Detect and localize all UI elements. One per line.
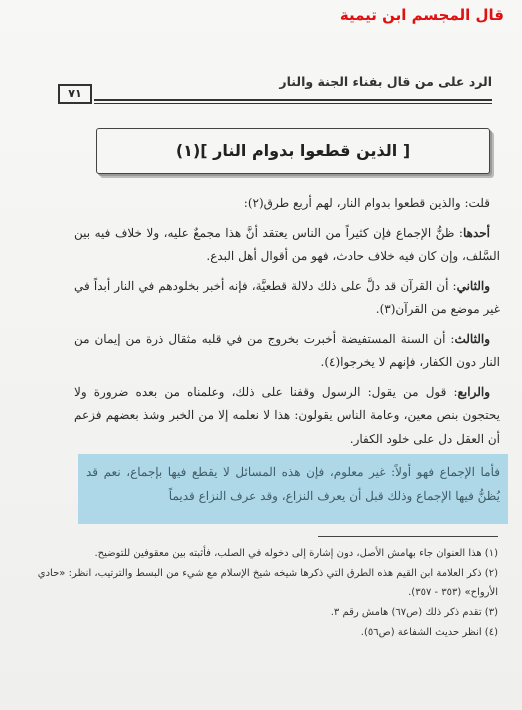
red-annotation: قال المجسم ابن تيمية	[339, 6, 504, 24]
paragraph-lead: أحدها	[462, 225, 490, 240]
footnote-item: (٤) انظر حديث الشفاعة (ص٥٦).	[360, 627, 498, 638]
paragraph-lead: والثاني	[456, 278, 490, 293]
header-title: الرد على من قال بفناء الجنة والنار	[279, 74, 492, 89]
paragraph-intro	[74, 192, 500, 216]
paragraph-text: قلت: والذين قطعوا بدوام النار، لهم أربع طرق(٢):	[243, 196, 490, 210]
page-number: ٧١	[58, 84, 92, 104]
header-rule-thin	[94, 103, 492, 104]
paragraph-text: : ظنُّ الإجماع فإن كثيراً من الناس يعتقد أنَّ هذا مجمعٌ عليه، ولا خلاف فيه بين السَّلف، وإن كان فيه خلاف حادث، فهو من أقوال أهل البدع.	[74, 225, 500, 263]
paragraph-text: : قول من يقول: الرسول وقفنا على ذلك، وعلمناه من بعده ضرورة ولا يحتجون بنص معين، وعامة الناس يقولون: هذا لا نعلمه إلا من الخبر وشذ بعضهم فزعم أن العقل دل على خلود الكفار.	[74, 384, 500, 446]
paragraph-second	[74, 275, 500, 322]
header-rule	[94, 99, 492, 101]
paragraph-third	[74, 328, 500, 375]
paragraph-text: : أن السنة المستفيضة أخبرت بخروج من في قلبه مثقال ذرة من إيمان من النار دون الكفار، فإنهم لا يخرجوا(٤).	[74, 331, 500, 369]
paragraph-lead: والرابع	[457, 384, 490, 399]
paragraph-first	[74, 222, 500, 269]
section-title: [ الذين قطعوا بدوام النار ](١)	[175, 141, 411, 160]
section-title-box	[96, 128, 490, 174]
paragraph-lead: والثالث	[454, 331, 490, 346]
paragraph-text: : أن القرآن قد دلَّ على ذلك دلالة قطعيَّة، فإنه أخبر بخلودهم في النار أبداً في غير موضع من القرآن(٣).	[74, 278, 500, 316]
running-header	[58, 64, 492, 104]
body-text	[74, 192, 500, 457]
footnote-divider	[318, 536, 498, 537]
footnote-item: (٢) ذكر العلامة ابن القيم هذه الطرق التي ذكرها شيخه شيخ الإسلام مع شيء من البسط والترتيب، انظر: «حادي الأرواح» (٣٥٣ - ٣٥٧).	[37, 568, 498, 598]
footnotes	[34, 544, 498, 643]
footnote-item: (٣) تقدم ذكر ذلك (ص٦٧) هامش رقم ٣.	[330, 607, 498, 618]
highlighted-paragraph: فأما الإجماع فهو أولاً: غير معلوم، فإن هذه المسائل لا يقطع فيها بإجماع، نعم قد يُظنُّ فيها الإجماع وذلك قبل أن يعرف النزاع، وقد عرف النزاع قديماً	[86, 465, 500, 503]
paragraph-fourth	[74, 381, 500, 452]
footnote-item: (١) هذا العنوان جاء بهامش الأصل، دون إشارة إلى دخوله في الصلب، فأثبته بين معقوفين للتوضيح.	[94, 548, 498, 559]
